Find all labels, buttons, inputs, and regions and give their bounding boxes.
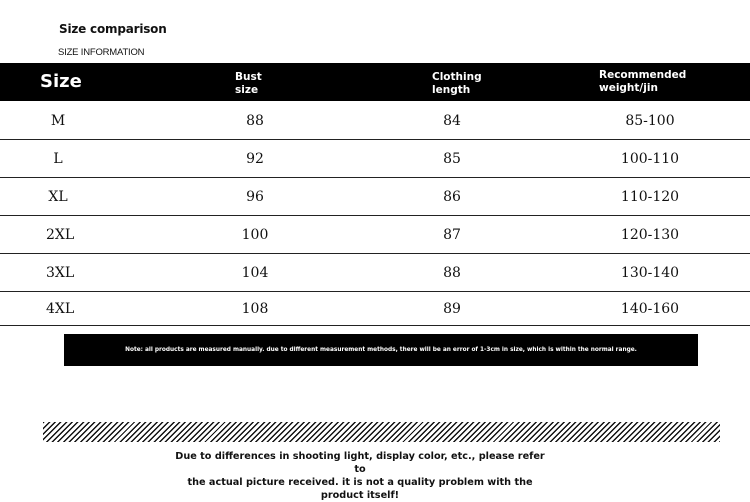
cell-bust: 100 bbox=[241, 226, 269, 243]
header-bust-line1: Bust bbox=[235, 71, 262, 83]
cell-length: 85 bbox=[443, 150, 461, 167]
header-length bbox=[432, 71, 492, 97]
disclaimer-line3: product itself! bbox=[320, 490, 400, 501]
cell-size: M bbox=[50, 112, 66, 129]
header-size: Size bbox=[40, 71, 82, 92]
cell-length: 84 bbox=[443, 112, 461, 129]
cell-weight: 120-130 bbox=[620, 226, 680, 243]
cell-bust: 88 bbox=[246, 112, 264, 129]
table-row bbox=[0, 140, 750, 178]
table-row bbox=[0, 178, 750, 216]
hatched-divider bbox=[43, 422, 720, 442]
color-disclaimer bbox=[170, 450, 550, 502]
header-weight bbox=[599, 69, 709, 95]
cell-length: 89 bbox=[443, 300, 461, 317]
header-bust bbox=[235, 71, 295, 97]
header-length-line1: Clothing bbox=[432, 71, 482, 83]
disclaimer-line2: the actual picture received. it is not a quality problem with the bbox=[187, 477, 533, 488]
table-row bbox=[0, 254, 750, 292]
cell-size: 4XL bbox=[46, 300, 75, 317]
cell-weight: 100-110 bbox=[620, 150, 680, 167]
size-table-body bbox=[0, 102, 750, 326]
disclaimer-line1: Due to differences in shooting light, display color, etc., please refer to bbox=[175, 451, 545, 475]
cell-size: 3XL bbox=[46, 264, 75, 281]
page-subtitle: SIZE INFORMATION bbox=[58, 47, 145, 58]
cell-weight: 110-120 bbox=[620, 188, 680, 205]
cell-length: 87 bbox=[443, 226, 461, 243]
header-weight-line1: Recommended bbox=[599, 69, 687, 81]
cell-length: 88 bbox=[443, 264, 461, 281]
table-row bbox=[0, 102, 750, 140]
cell-length: 86 bbox=[443, 188, 461, 205]
table-row bbox=[0, 292, 750, 326]
cell-bust: 104 bbox=[241, 264, 269, 281]
page-title: Size comparison bbox=[59, 22, 167, 36]
header-weight-line2: weight/jin bbox=[599, 82, 658, 94]
header-bust-line2: size bbox=[235, 84, 259, 96]
cell-bust: 96 bbox=[246, 188, 264, 205]
cell-weight: 140-160 bbox=[620, 300, 680, 317]
cell-weight: 130-140 bbox=[620, 264, 680, 281]
table-header bbox=[0, 63, 750, 101]
cell-size: XL bbox=[48, 188, 68, 205]
table-row bbox=[0, 216, 750, 254]
cell-bust: 108 bbox=[241, 300, 269, 317]
cell-bust: 92 bbox=[246, 150, 264, 167]
measurement-note: Note: all products are measured manually. due to different measurement methods, there will be an error of 1-3cm in size, which is within the normal range. bbox=[64, 334, 698, 366]
cell-weight: 85-100 bbox=[625, 112, 675, 129]
cell-size: 2XL bbox=[46, 226, 75, 243]
header-length-line2: length bbox=[432, 84, 471, 96]
cell-size: L bbox=[53, 150, 63, 167]
